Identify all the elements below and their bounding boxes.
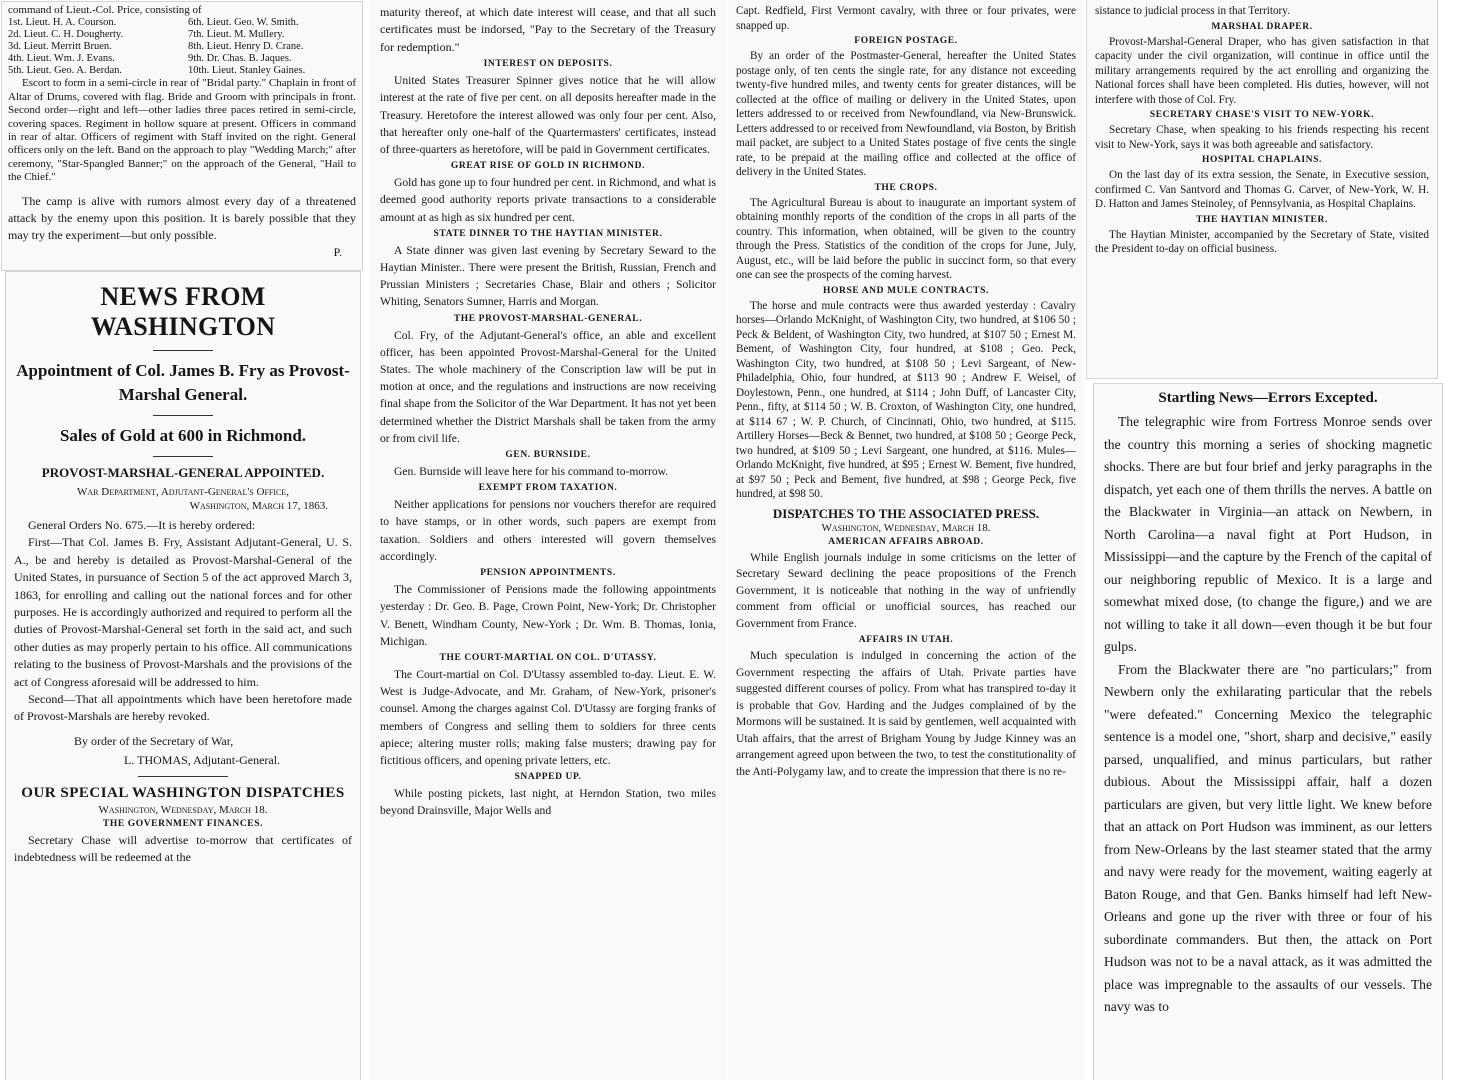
officer-left: 2d. Lieut. C. H. Dougherty. [8, 29, 124, 41]
section-paragraph: United States Treasurer Spinner gives notice that he will allow interest at the rate of five per cent. on all deposits hereafter made in the Treasury. Heretofore the interest allowed was only four per cent. Also, that hereafter only one-half of the Quartermasters' certificates, instead of three-quarters as heretofore, will be paid in Government certificates. [380, 74, 716, 157]
by-order: By order of the Secretary of War, [74, 733, 234, 748]
top-line: command of Lieut.-Col. Price, consisting of [8, 4, 202, 16]
officer-left: 5th. Lieut. Geo. A. Berdan. [8, 65, 123, 77]
subheadline-gold: Sales of Gold at 600 in Richmond. [59, 426, 307, 445]
section-heading: GREAT RISE OF GOLD IN RICHMOND. [450, 161, 646, 172]
section-paragraph: Secretary Chase, when speaking to his friends respecting his recent visit to New-York, says it was both agreeable and satisfactory. [1095, 124, 1429, 151]
section-heading: THE PROVOST-MARSHAL-GENERAL. [453, 313, 643, 324]
section-heading: AFFAIRS IN UTAH. [858, 635, 954, 645]
general-orders: General Orders No. 675.—It is hereby ordered: [28, 518, 256, 532]
finances-paragraph: Secretary Chase will advertise to-morrow that certificates of indebtedness will be redeemed at the [14, 832, 352, 865]
section-heading: SNAPPED UP. [514, 772, 582, 783]
officer-right: 8th. Lieut. Henry D. Crane. [188, 41, 304, 53]
officer-right: 9th. Dr. Chas. B. Jaques. [188, 53, 292, 65]
column-4-startling-clipping [1094, 384, 1442, 1080]
section-paragraph: Gold has gone up to four hundred per cent. in Richmond, and what is deemed good authority reports private transactions to a considerable amount at as high as six hundred per cent. [380, 176, 716, 224]
section-paragraph: The horse and mule contracts were thus awarded yesterday : Cavalry horses—Orlando McKnight, of Washington City, two hundred, at $106 50 ; Peck & Beldent, of Washington City, two hundred, at $107 50 ; Ernest M. Bement, of Washington City, four hundred, at $108 ; Geo. Peck, Washington City, two hundred, at $108 50 ; Levi Sargeant, of New-Philadelphia, Ohio, four hundred, at $113 90 ; Andrew F. Weisel, of Doylestown, Penn., one hundred, at $114 ; John Duff, of Lancaster City, Penn., fifty, at $114 50 ; W. B. Croxton, of Washington City, one hundred, at $114 67 ; W. P. Church, of Cincinnati, Ohio, two hundred, at $115. Artillery Horses—Beck & Bennet, two hundred, at $108 50 ; George Peck, two hundred, at $109 50 ; Levi Sargeant, one hundred, at $116. Mules—Orlando McKnight, five hundred, at $95 ; Ernest W. Bement, five hundred, at $97 50 ; Peck and Bement, five hundred, at $98 ; George Peck, five hundred, at $98 50. [736, 299, 1076, 500]
section-heading: AMERICAN AFFAIRS ABROAD. [828, 536, 984, 547]
column-4-top-clipping [1087, 0, 1437, 378]
order-second: Second—That all appointments which have been heretofore made of Provost-Marshals are hereby revoked. [14, 692, 352, 724]
ap-sections [736, 537, 1076, 781]
section-heading: HOSPITAL CHAPLAINS. [1202, 155, 1322, 165]
officer-right: 10th. Lieut. Stanley Gaines. [188, 65, 306, 77]
officer-right: 6th. Lieut. Geo. W. Smith. [188, 17, 299, 29]
dateline-line-2: Washington, March 17, 1863. [189, 500, 328, 512]
escort-paragraph: Escort to form in a semi-circle in rear of "Bridal party." Chaplain in front of Altar of Drums, covered with flag. Bride and Groom with principals in front. Second order—right and left—other ladies three paces retired in semi-circle, covering spaces. Regiment in hollow square at present. Officers in command in rear of altar. Officers of regiment with Staff invited on the right. General officers only on the left. Band on the approach to play "Wedding March;" after ceremony, "Star-Spangled Banner;" on the approach of the General, "Hail to the Chief." [8, 77, 356, 184]
section-heading: PENSION APPOINTMENTS. [480, 568, 616, 579]
lead-paragraph: sistance to judicial process in that Territory. [1095, 5, 1290, 17]
section-heading: THE CROPS. [874, 182, 938, 193]
section-paragraph: While posting pickets, last night, at Herndon Station, two miles beyond Drainsville, Major Wells and [380, 787, 716, 818]
signer: L. THOMAS, Adjutant-General. [124, 752, 281, 767]
column-1-top-clipping [2, 2, 362, 270]
divider [153, 415, 213, 416]
finances-heading: THE GOVERNMENT FINANCES. [102, 818, 264, 829]
section-paragraph: A State dinner was given last evening by Secretary Seward to the Haytian Minister.. There were present the British, Russian, French and Prussian Ministers ; Secretaries Chase, Blair and others ; Solicitor Whiting, Senators Sumner, Harris and Morgan. [380, 243, 716, 309]
section-paragraph: The Agricultural Bureau is about to inaugurate an important system of obtaining monthly reports of the condition of the crops in all parts of the country. This information, when obtained, will be given to the country through the Press. Statistics of the condition of the crops for June, July, August, etc., will be laid before the public in succinct form, so that every one can see the prospects of the coming harvest. [736, 196, 1076, 281]
section-heading: HORSE AND MULE CONTRACTS. [823, 285, 989, 296]
column-2-sections [380, 59, 716, 819]
startling-paragraph-2: From the Blackwater there are "no particulars;" from Newbern only the exhilarating particular that the rebels "were defeated." Concerning Mexico the telegraphic sentence is a model one, "short, sharp and decisive," easily parsed, unqualified, and minus particulars, but rather dubious. About the Mississippi affair, half a dozen particulars are given, but very little light. We knew before that an attack on Port Hudson was imminent, as our letters from New-Orleans by the last steamer stated that the army and navy were ready for the movement, waiting eagerly at Baton Rouge, and that Gen. Banks himself had left New-Orleans and gone up the river with three or four of his subordinate commanders. But then, the attack on Port Hudson was not to be a naval attack, as it was admitted the place was impregnable to the assaults of our vessels. The navy was to [1104, 661, 1432, 1014]
section-paragraph: The Commissioner of Pensions made the following appointments yesterday : Dr. Geo. B. Page, Crown Point, New-York; Dr. Christopher V. Benett, Windham County, New-York ; Dr. Wm. B. Thomas, Ionia, Michigan. [380, 583, 716, 648]
officer-right: 7th. Lieut. M. Mullery. [188, 29, 285, 41]
section-paragraph: The Court-martial on Col. D'Utassy assembled to-day. Lieut. E. W. West is Judge-Advocate, and Mr. Graham, of New-York, prisoner's counsel. Among the charges against Col. D'Utassy are forging franks of members of Congress and selling them to soldiers for three cents apiece; altering muster rolls; making false musters; drawing pay for fictitious officers, and opening private letters, etc. [380, 667, 716, 767]
section-heading: THE COURT-MARTIAL ON COL. D'UTASSY. [439, 652, 657, 663]
column-4-sections [1095, 22, 1429, 257]
section-paragraph: Col. Fry, of the Adjutant-General's office, an able and excellent officer, has been appointed Provost-Marshal-General for the United States. The whole machinery of the Conscription law will be put in motion at once, and the regulations and instructions are now receiving final shape from the Solicitor of the War Department. It has not yet been determined whether the District Marshals shall be taken from the army or from civil life. [380, 328, 716, 445]
subheadline-appointment: Appointment of Col. James B. Fry as Provost-Marshal General. [16, 361, 350, 404]
section-paragraph: While English journals indulge in some criticisms on the letter of Secretary Seward declining the peace propositions of the French Government, it is noticeable that nothing in the way of unfriendly comment from official or unofficial sources, has reached our Government from France. [736, 550, 1076, 630]
section-heading: SECRETARY CHASE'S VISIT TO NEW-YORK. [1149, 110, 1375, 120]
dateline-line-1: War Department, Adjutant-General's Office, [77, 486, 289, 498]
section-heading: GEN. BURNSIDE. [505, 450, 591, 461]
startling-paragraph-1: The telegraphic wire from Fortress Monroe sends over the country this morning a series of shocking magnetic shocks. There are but four brief and jerky paragraphs in the dispatch, yet each one of them thrills the nerves. A battle on the Blackwater in Virginia—an attack on Newbern, in North Carolina—a naval fight at Port Hudson, in Mississippi—and the capture by the French of the capital of our neighboring republic of Mexico. It is a large and somewhat mixed dose, (to change the figure,) and we are not willing to take it all down—even though it be but four gulps. [1104, 414, 1432, 654]
camp-paragraph: The camp is alive with rumors almost every day of a threatened attack by the enemy upon this position. It is barely possible that they may try the experiment—but only possible. [8, 193, 356, 243]
column-3-clipping [728, 0, 1084, 1080]
section-heading: MARSHAL DRAPER. [1211, 21, 1313, 32]
lead-paragraph: maturity thereof, at which date interest will cease, and that all such certificates must be indorsed, "Pay to the Secretary of the Treasury for redemption." [380, 5, 716, 54]
news-headline: NEWS FROM WASHINGTON [90, 282, 276, 341]
column-1-main-clipping [6, 272, 360, 1080]
section-title: PROVOST-MARSHAL-GENERAL APPOINTED. [41, 465, 325, 480]
section-heading: INTEREST ON DEPOSITS. [483, 59, 613, 70]
section-paragraph: Provost-Marshal-General Draper, who has given satisfaction in that capacity under the civil organization, will continue in office until the military arrangements required by the act enrolling and organizing the National forces shall have been completed. His duties, however, will not interfere with those of Col. Fry. [1095, 35, 1429, 106]
startling-title: Startling News—Errors Excepted. [1158, 390, 1378, 406]
divider [138, 776, 228, 777]
dispatches-title: OUR SPECIAL WASHINGTON DISPATCHES [21, 784, 345, 801]
camp-signature: P. [333, 244, 342, 259]
column-3-sections [736, 36, 1076, 502]
section-paragraph: Neither applications for pensions nor vouchers therefor are required to have stamps, or in other words, such papers are exempt from taxation. Soldiers and others interested will govern themselves accordingly. [380, 498, 716, 563]
ap-date: Washington, Wednesday, March 18. [821, 521, 991, 534]
ap-title: DISPATCHES TO THE ASSOCIATED PRESS. [772, 505, 1040, 521]
divider [153, 350, 213, 351]
section-heading: THE HAYTIAN MINISTER. [1196, 214, 1328, 225]
divider [153, 456, 213, 457]
section-paragraph: Gen. Burnside will leave here for his command to-morrow. [394, 465, 669, 479]
section-paragraph: On the last day of its extra session, the Senate, in Executive session, confirmed C. Van Santvord and Thomas G. Carver, of New-York, W. H. D. Hatton and James Steinoley, of Pennsylvania, as Hospital Chaplains. [1095, 169, 1429, 210]
column-2-clipping [370, 0, 726, 1080]
section-paragraph: Much speculation is indulged in concerning the action of the Government respecting the affairs of Utah. Private parties have suggested different courses of policy. From what has transpired to-day it is probable that Gov. Harding and the Judges complained of by the Mormons will be sustained. It is said by gentlemen, well acquainted with Utah affairs, that the arrest of Brigham Young by Judge Kinney was an arrangement agreed upon between the two, to test the constitutionality of the Anti-Polygamy law, and to create the impression that there is no re- [736, 649, 1076, 778]
section-heading: STATE DINNER TO THE HAYTIAN MINISTER. [433, 228, 663, 239]
officer-left: 3d. Lieut. Merritt Bruen. [8, 41, 112, 53]
section-paragraph: By an order of the Postmaster-General, hereafter the United States postage only, of ten cents the single rate, for any distance not exceeding twenty-five hundred miles, and twenty cents for greater distances, will be collected at the office of mailing or delivery in the United States, upon letters addressed to or received from Newfoundland, via New-Brunswick. Letters addressed to or received from Newfoundland, via Boston, by British mail packet, are subject to a United States postage of five cents the single rate, to be prepaid at the mailing office and collected at the office of delivery in the United States. [736, 50, 1076, 178]
officer-left: 4th. Lieut. Wm. J. Evans. [8, 53, 115, 65]
dispatches-date: Washington, Wednesday, March 18. [98, 803, 268, 816]
officers-list [8, 17, 356, 77]
section-heading: EXEMPT FROM TAXATION. [478, 483, 618, 494]
section-heading: FOREIGN POSTAGE. [854, 36, 958, 46]
officer-left: 1st. Lieut. H. A. Courson. [8, 17, 117, 29]
lead-paragraph: Capt. Redfield, First Vermont cavalry, with three or four privates, were snapped up. [736, 5, 1076, 32]
order-first: First—That Col. James B. Fry, Assistant Adjutant-General, U. S. A., be and hereby is detailed as Provost-Marshal-General of the United States, in pursuance of Section 5 of the act approved March 3, 1863, for enrolling and calling out the national forces and for other purposes. He is accordingly authorized and required to perform all the duties of Provost-Marshal-General set forth in the said act, and such other duties as may properly pertain to his office. All communications relating to the business of Provost-Marshals and the provisions of the act of Congress aforesaid will be addressed to him. [14, 535, 352, 689]
section-paragraph: The Haytian Minister, accompanied by the Secretary of State, visited the President to-day on official business. [1095, 228, 1429, 255]
